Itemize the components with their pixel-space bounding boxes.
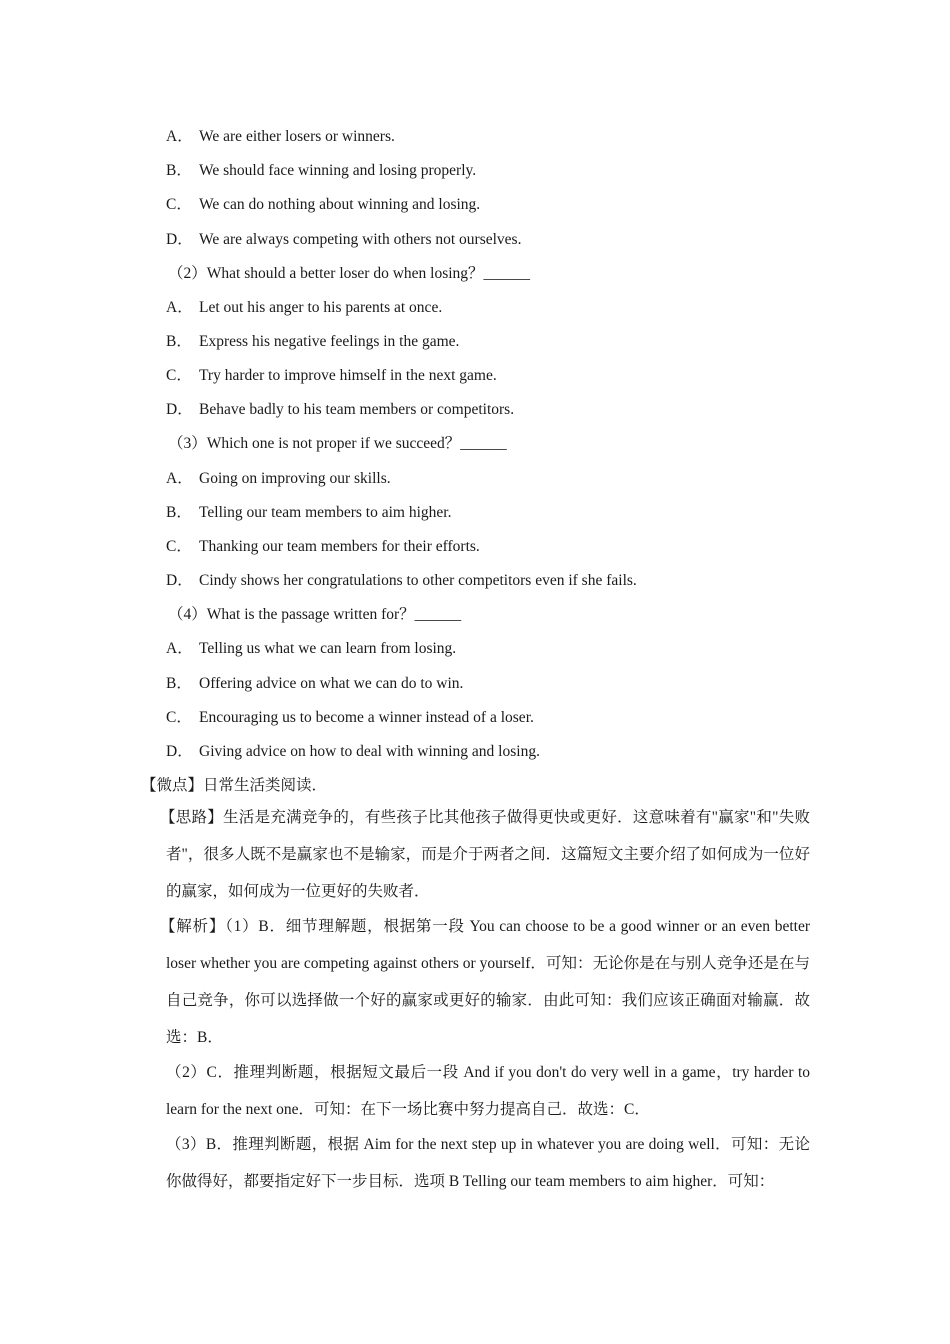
q4-stem: （4）What is the passage written for？______ <box>168 606 462 623</box>
q2-option-a: A． Let out his anger to his parents at once. <box>166 299 443 316</box>
q3-option-a: A． Going on improving our skills. <box>166 470 391 487</box>
q2-option-c: C． Try harder to improve himself in the next game. <box>166 367 497 384</box>
q4-option-d: D． Giving advice on how to deal with winning and losing. <box>166 743 540 760</box>
silu-paragraph: 【思路】生活是充满竞争的，有些孩子比其他孩子做得更快或更好．这意味着有"赢家"和"失败者"，很多人既不是赢家也不是输家，而是介于两者之间．这篇短文主要介绍了如何成为一位好的赢家，如何成为一位更好的失败者． <box>160 809 810 900</box>
q4-option-b: B． Offering advice on what we can do to win. <box>166 675 464 692</box>
q2-option-d: D． Behave badly to his team members or competitors. <box>166 401 515 418</box>
jiexi-paragraph-3: （3）B．推理判断题，根据 Aim for the next step up in whatever you are doing well．可知：无论你做得好，都要指定好下一步目标．选项 B Telling our team members to aim higher．可知： <box>166 1136 810 1190</box>
q1-option-b: B． We should face winning and losing properly. <box>166 162 477 179</box>
jiexi-paragraph-2: （2）C．推理判断题，根据短文最后一段 And if you don't do very well in a game，try harder to learn for the next one．可知：在下一场比赛中努力提高自己．故选：C． <box>166 1064 810 1118</box>
q3-option-d: D． Cindy shows her congratulations to other competitors even if she fails. <box>166 572 637 589</box>
q1-option-d: D． We are always competing with others not ourselves. <box>166 231 522 248</box>
jiexi-paragraph-1: 【解析】（1）B．细节理解题，根据第一段 You can choose to be a good winner or an even better loser whether you are competing against others or yourself．可知：无论你是在与别人竞争还是在与自己竞争，你可以选择做一个好的赢家或更好的输家．由此可知：我们应该正确面对输赢．故选：B． <box>160 918 810 1046</box>
q2-option-b: B． Express his negative feelings in the game. <box>166 333 460 350</box>
weidian-label: 【微点】日常生活类阅读． <box>141 777 328 794</box>
q3-option-c: C． Thanking our team members for their efforts. <box>166 538 480 555</box>
q4-option-a: A． Telling us what we can learn from losing. <box>166 640 457 657</box>
q1-option-a: A． We are either losers or winners. <box>166 128 395 145</box>
q3-option-b: B． Telling our team members to aim higher. <box>166 504 452 521</box>
q3-stem: （3）Which one is not proper if we succeed？______ <box>168 435 507 452</box>
q1-option-c: C． We can do nothing about winning and losing. <box>166 196 481 213</box>
q4-option-c: C． Encouraging us to become a winner instead of a loser. <box>166 709 534 726</box>
q2-stem: （2）What should a better loser do when losing？______ <box>168 265 531 282</box>
